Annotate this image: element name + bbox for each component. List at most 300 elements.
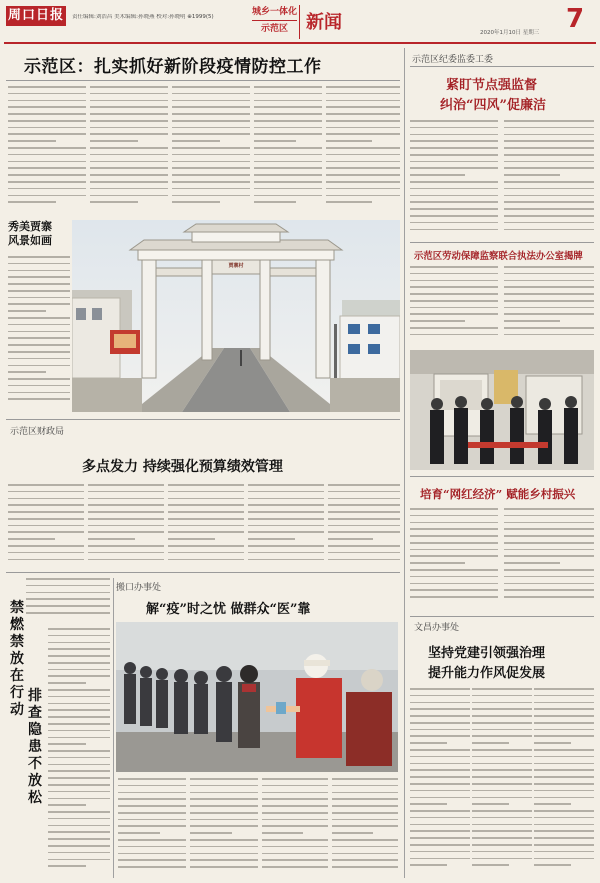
text-line [472, 824, 532, 826]
text-line [8, 154, 86, 156]
text-line [410, 851, 470, 853]
text-line [26, 578, 110, 580]
text-line [410, 188, 498, 190]
text-line [410, 542, 498, 544]
text-line [410, 830, 470, 832]
text-line [534, 783, 594, 785]
text-line [118, 853, 186, 855]
lead-rule [6, 80, 400, 81]
text-line [48, 675, 110, 677]
text-line [8, 498, 84, 500]
text-line [254, 195, 322, 197]
text-line [328, 531, 400, 533]
text-line [504, 555, 594, 557]
text-line [48, 852, 110, 854]
text-line [90, 167, 168, 169]
newspaper-logo: 周口日报 [6, 6, 66, 26]
text-line [534, 742, 571, 744]
text-line [48, 662, 110, 664]
text-line [504, 161, 594, 163]
text-line [172, 147, 250, 149]
text-line [534, 695, 594, 697]
text-line [190, 853, 258, 855]
page-number: 7 [566, 4, 585, 34]
text-line [8, 378, 70, 380]
text-line [8, 303, 70, 305]
text-line [472, 797, 532, 799]
text-line [410, 803, 447, 805]
lead-text-col-3 [172, 86, 250, 212]
text-line [8, 331, 70, 333]
text-line [190, 812, 258, 814]
text-line [410, 208, 498, 210]
text-line [190, 805, 258, 807]
party-text-col-2 [472, 688, 532, 878]
text-line [504, 528, 594, 530]
text-line [172, 181, 250, 183]
text-line [262, 825, 328, 827]
text-line [90, 93, 168, 95]
text-line [410, 266, 498, 268]
text-line [534, 844, 594, 846]
text-line [472, 790, 532, 792]
text-line [332, 859, 398, 861]
labor-text-col-2 [504, 266, 594, 346]
text-line [472, 715, 532, 717]
text-line [8, 181, 86, 183]
text-line [190, 859, 258, 861]
text-line [90, 154, 168, 156]
text-line [410, 589, 498, 591]
text-line [410, 320, 465, 322]
text-line [410, 334, 498, 336]
text-line [410, 273, 498, 275]
text-line [332, 866, 398, 868]
text-line [48, 865, 86, 867]
fireworks-intro-text [26, 578, 110, 622]
text-line [254, 86, 322, 88]
text-line [504, 320, 560, 322]
text-line [410, 300, 498, 302]
text-line [254, 188, 322, 190]
text-line [410, 790, 470, 792]
text-line [48, 709, 110, 711]
text-line [410, 174, 465, 176]
text-line [534, 837, 594, 839]
text-line [332, 825, 398, 827]
text-line [504, 195, 594, 197]
text-line [90, 133, 168, 135]
text-line [8, 538, 55, 540]
text-line [172, 133, 250, 135]
text-line [504, 508, 594, 510]
text-line [262, 819, 328, 821]
relocation-text-col-3 [262, 778, 328, 878]
text-line [410, 742, 447, 744]
text-line [8, 518, 84, 520]
text-line [410, 286, 498, 288]
masthead-info: 责任编辑:刘浩昌 美术编辑:孙晓燕 校对:孙晓明 ⊕1999(5) [72, 14, 214, 20]
text-line [326, 127, 400, 129]
text-line [90, 147, 168, 149]
text-line [472, 756, 532, 758]
text-line [262, 839, 328, 841]
text-line [168, 545, 244, 547]
text-line [8, 344, 70, 346]
text-line [8, 93, 86, 95]
text-line [328, 518, 400, 520]
text-line [90, 181, 168, 183]
text-line [8, 545, 84, 547]
text-line [262, 866, 328, 868]
text-line [168, 484, 244, 486]
text-line [172, 113, 250, 115]
text-line [504, 154, 594, 156]
text-line [504, 188, 594, 190]
text-line [504, 307, 594, 309]
text-line [254, 100, 322, 102]
text-line [48, 743, 86, 745]
text-line [504, 535, 594, 537]
text-line [248, 491, 324, 493]
text-line [254, 174, 322, 176]
text-line [8, 531, 84, 533]
text-line [326, 140, 372, 142]
text-line [172, 188, 250, 190]
text-line [168, 531, 244, 533]
text-line [90, 201, 138, 203]
text-line [326, 161, 400, 163]
text-line [8, 120, 86, 122]
text-line [88, 559, 164, 561]
text-line [504, 134, 594, 136]
text-line [534, 790, 594, 792]
text-line [172, 174, 250, 176]
labor-headline: 示范区劳动保障监察联合执法办公室揭牌 [414, 251, 583, 262]
text-line [168, 538, 215, 540]
text-line [332, 839, 398, 841]
text-line [172, 120, 250, 122]
text-line [504, 229, 594, 231]
text-line [118, 825, 186, 827]
text-line [534, 830, 594, 832]
labor-text-col-1 [410, 266, 498, 346]
relocation-headline: 解“疫”时之忧 做群众“医”靠 [146, 602, 311, 617]
text-line [8, 525, 84, 527]
text-line [26, 612, 110, 614]
text-line [534, 708, 594, 710]
text-line [410, 307, 498, 309]
text-line [504, 127, 594, 129]
budget-text-col-4 [248, 484, 324, 566]
text-line [534, 702, 594, 704]
text-line [48, 777, 110, 779]
fireworks-headline-col-1: 禁燃禁放在行动 [10, 600, 24, 718]
text-line [504, 327, 594, 329]
text-line [472, 702, 532, 704]
text-line [410, 817, 470, 819]
text-line [118, 832, 160, 834]
text-line [410, 688, 470, 690]
text-line [190, 785, 258, 787]
text-line [90, 195, 168, 197]
text-line [168, 491, 244, 493]
text-line [534, 763, 594, 765]
vaccination-photo [116, 622, 398, 772]
text-line [8, 283, 70, 285]
text-line [88, 518, 164, 520]
text-line [332, 812, 398, 814]
unveiling-photo [410, 350, 594, 470]
text-line [504, 140, 594, 142]
text-line [534, 735, 594, 737]
text-line [410, 569, 498, 571]
text-line [254, 106, 322, 108]
internet-headline: 培育“网红经济” 赋能乡村振兴 [420, 487, 576, 501]
text-line [410, 508, 498, 510]
text-line [88, 552, 164, 554]
text-line [262, 792, 328, 794]
text-line [472, 851, 532, 853]
text-line [410, 140, 498, 142]
text-line [168, 504, 244, 506]
text-line [410, 596, 498, 598]
text-line [410, 715, 470, 717]
text-line [534, 851, 594, 853]
text-line [410, 749, 470, 751]
text-line [118, 778, 186, 780]
text-line [410, 181, 498, 183]
text-line [504, 515, 594, 517]
budget-text-col-3 [168, 484, 244, 566]
text-line [48, 784, 110, 786]
text-line [472, 817, 532, 819]
text-line [48, 648, 110, 650]
text-line [410, 837, 470, 839]
text-line [410, 127, 498, 129]
text-line [90, 86, 168, 88]
text-line [410, 729, 470, 731]
text-line [410, 735, 470, 737]
text-line [504, 313, 594, 315]
arch-plaque: 贾寨村 [228, 263, 244, 269]
text-line [48, 764, 110, 766]
text-line [332, 853, 398, 855]
text-line [8, 188, 86, 190]
text-line [168, 552, 244, 554]
text-line [88, 511, 164, 513]
text-line [332, 819, 398, 821]
text-line [332, 846, 398, 848]
text-line [410, 215, 498, 217]
text-line [90, 140, 138, 142]
unveiling-illustration [410, 350, 594, 470]
text-line [168, 518, 244, 520]
text-line [26, 598, 110, 600]
text-line [8, 484, 84, 486]
text-line [48, 831, 110, 833]
text-line [90, 120, 168, 122]
text-line [410, 549, 498, 551]
relocation-label: 搬口办事处 [116, 583, 162, 593]
vaccination-illustration [116, 622, 398, 772]
text-line [8, 337, 70, 339]
text-line [90, 127, 168, 129]
text-line [534, 803, 571, 805]
text-line [410, 576, 498, 578]
text-line [8, 324, 70, 326]
text-line [8, 398, 70, 400]
party-headline-1: 坚持党建引领强治理 [428, 646, 546, 661]
text-line [118, 785, 186, 787]
text-line [118, 846, 186, 848]
text-line [410, 522, 498, 524]
text-line [472, 735, 532, 737]
text-line [326, 154, 400, 156]
text-line [48, 838, 110, 840]
text-line [48, 859, 110, 861]
text-line [118, 819, 186, 821]
fireworks-text-col [48, 628, 110, 876]
scenery-text-block [8, 220, 72, 410]
text-line [172, 154, 250, 156]
text-line [328, 538, 373, 540]
text-line [410, 810, 470, 812]
text-line [328, 552, 400, 554]
text-line [472, 742, 509, 744]
text-line [332, 785, 398, 787]
text-line [88, 484, 164, 486]
text-line [472, 769, 532, 771]
text-line [254, 161, 322, 163]
text-line [172, 93, 250, 95]
text-line [190, 839, 258, 841]
text-line [8, 276, 70, 278]
scenery-caption-text [8, 256, 70, 406]
text-line [48, 696, 110, 698]
text-line [410, 756, 470, 758]
village-arch-photo [72, 220, 400, 412]
text-line [190, 825, 258, 827]
text-line [254, 127, 322, 129]
text-line [190, 832, 232, 834]
text-line [504, 569, 594, 571]
text-line [8, 100, 86, 102]
text-line [262, 812, 328, 814]
text-line [472, 864, 509, 866]
text-line [410, 535, 498, 537]
text-line [534, 722, 594, 724]
lead-text-col-1 [8, 86, 86, 212]
internet-text-col-2 [504, 508, 594, 608]
text-line [88, 538, 135, 540]
text-line [8, 106, 86, 108]
text-line [328, 545, 400, 547]
text-line [248, 484, 324, 486]
text-line [172, 127, 250, 129]
text-line [410, 201, 498, 203]
budget-text-col-1 [8, 484, 84, 566]
text-line [172, 167, 250, 169]
lead-headline: 示范区：扎实抓好新阶段疫情防控工作 [24, 57, 322, 77]
text-line [48, 737, 110, 739]
text-line [248, 525, 324, 527]
text-line [504, 208, 594, 210]
relocation-text-col-1 [118, 778, 186, 878]
text-line [326, 100, 400, 102]
column-box [250, 5, 300, 39]
text-line [48, 682, 86, 684]
lead-text-col-5 [326, 86, 400, 212]
text-line [534, 756, 594, 758]
text-line [8, 161, 86, 163]
text-line [48, 770, 110, 772]
text-line [534, 824, 594, 826]
text-line [172, 106, 250, 108]
text-line [248, 552, 324, 554]
text-line [328, 498, 400, 500]
text-line [262, 798, 328, 800]
text-line [410, 120, 498, 122]
text-line [534, 715, 594, 717]
relocation-text-col-2 [190, 778, 258, 878]
text-line [534, 729, 594, 731]
text-line [410, 134, 498, 136]
text-line [248, 504, 324, 506]
text-line [504, 293, 594, 295]
text-line [410, 708, 470, 710]
text-line [410, 797, 470, 799]
party-label: 文昌办事处 [414, 623, 460, 633]
text-line [410, 147, 498, 149]
fireworks-headline-col-2: 排查隐患不放松 [28, 688, 42, 806]
text-line [254, 154, 322, 156]
text-line [326, 181, 400, 183]
text-line [504, 273, 594, 275]
text-line [262, 778, 328, 780]
text-line [410, 280, 498, 282]
text-line [248, 545, 324, 547]
budget-headline: 多点发力 持续强化预算绩效管理 [82, 459, 283, 475]
text-line [90, 100, 168, 102]
text-line [48, 757, 110, 759]
text-line [504, 576, 594, 578]
text-line [8, 511, 84, 513]
text-line [248, 559, 324, 561]
village-arch-illustration [72, 220, 400, 412]
text-line [168, 559, 244, 561]
text-line [48, 628, 110, 630]
text-line [410, 769, 470, 771]
text-line [262, 785, 328, 787]
text-line [504, 549, 594, 551]
column-bottom: 示范区 [260, 24, 288, 34]
text-line [248, 518, 324, 520]
text-line [504, 542, 594, 544]
text-line [48, 798, 110, 800]
text-line [326, 106, 400, 108]
text-line [8, 290, 70, 292]
text-line [26, 585, 110, 587]
text-line [88, 545, 164, 547]
text-line [326, 195, 400, 197]
discipline-text-col-2 [504, 120, 594, 238]
text-line [326, 174, 400, 176]
text-line [328, 559, 400, 561]
text-line [410, 555, 498, 557]
text-line [326, 86, 400, 88]
text-line [190, 778, 258, 780]
